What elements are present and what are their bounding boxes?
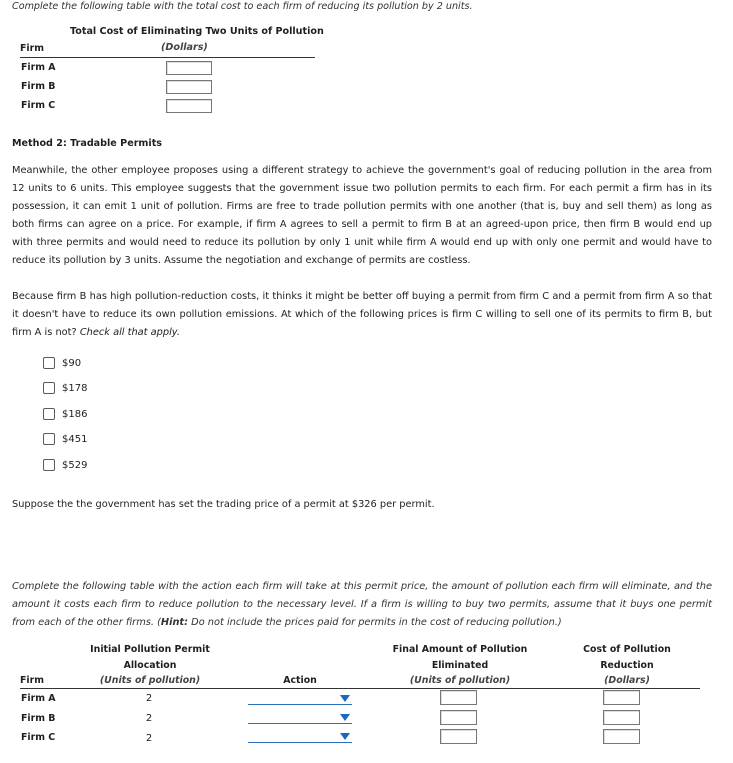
action-dropdown-firm-a[interactable] (248, 692, 352, 705)
table1-instruction: Complete the following table with the total cost to each firm of reducing its pollution by 2 units. (12, 1, 473, 12)
table2-firm-b: Firm B (21, 713, 56, 724)
col-final-line1: Final Amount of Pollution (392, 644, 528, 655)
option-label: $186 (62, 408, 88, 420)
allocation-firm-c: 2 (145, 733, 153, 744)
table2-firm-a: Firm A (21, 693, 56, 704)
method2-heading: Method 2: Tradable Permits (12, 138, 163, 149)
eliminated-input-firm-a[interactable] (440, 690, 477, 705)
col-initial-line2: Allocation (123, 659, 177, 671)
option-451[interactable] (43, 433, 87, 445)
hint-text: Do not include the prices paid for permits in the cost of reducing pollution.) (188, 617, 562, 628)
checkbox[interactable] (43, 382, 55, 394)
table2-col-final-eliminated (385, 642, 535, 689)
table1-cost-input-firm-c[interactable] (166, 99, 212, 113)
table2-col-initial-allocation (80, 642, 220, 689)
option-90[interactable] (43, 357, 81, 369)
question-paragraph (12, 288, 712, 342)
table1-cost-input-firm-a[interactable] (166, 61, 212, 75)
dropdown-arrow-icon (340, 695, 350, 702)
table1-firm-a: Firm A (21, 62, 56, 73)
dropdown-arrow-icon (340, 733, 350, 740)
col-final-units: (Units of pollution) (409, 675, 511, 686)
table2-instruction-text: Complete the following table with the action each firm will take at this permit price, the amount of pollution each firm will eliminate, and the amount it costs each firm to reduce pollution to the necessary level. If a firm is willing to buy two permits, assume that it buys one permit from each of the other firms. ( (12, 581, 712, 628)
table2-header-rule (20, 688, 700, 689)
cost-input-firm-b[interactable] (603, 710, 640, 725)
method2-paragraph: Meanwhile, the other employee proposes using a different strategy to achieve the government's goal of reducing pollution in the area from 12 units to 6 units. This employee suggests that the government issue two pollution permits to each firm. For each permit a firm has in its possession, it can emit 1 unit of pollution. Firms are free to trade pollution permits with one another (that is, buy and sell them) as long as both firms can agree on a price. For example, if firm A agrees to sell a permit to firm B at an agreed-upon price, then firm B would end up with three permits and would need to reduce its pollution by only 1 unit while firm A would end up with only one permit and would have to reduce its pollution by 3 units. Assume the negotiation and exchange of permits are costless. (12, 165, 712, 266)
table1-col-firm: Firm (20, 43, 45, 54)
option-label: $529 (62, 459, 88, 471)
col-cost-line2: Reduction (600, 659, 654, 671)
checkbox[interactable] (43, 408, 55, 420)
hint-label: Hint: (160, 617, 189, 628)
table2-col-firm: Firm (20, 675, 45, 686)
checkbox[interactable] (43, 433, 55, 445)
option-178[interactable] (43, 382, 87, 394)
table1-header (20, 41, 315, 58)
table1-caption: Total Cost of Eliminating Two Units of Pollution (70, 26, 324, 37)
col-initial-units: (Units of pollution) (99, 675, 201, 686)
table1-col-dollars: (Dollars) (161, 42, 208, 53)
col-initial-line1: Initial Pollution Permit (90, 644, 210, 655)
table1-cost-input-firm-b[interactable] (166, 80, 212, 94)
col-final-line2: Eliminated (431, 659, 489, 671)
table1-firm-c: Firm C (21, 100, 56, 111)
option-label: $90 (62, 357, 82, 369)
table2-col-cost (577, 642, 677, 689)
checkbox[interactable] (43, 357, 55, 369)
option-label: $178 (62, 382, 88, 394)
action-dropdown-firm-b[interactable] (248, 711, 352, 724)
table2-instruction (12, 578, 712, 632)
option-186[interactable] (43, 408, 87, 420)
table2-firm-c: Firm C (21, 732, 56, 743)
col-cost-units: (Dollars) (604, 675, 650, 686)
allocation-firm-a: 2 (145, 693, 153, 704)
table2-col-action: Action (283, 675, 317, 686)
allocation-firm-b: 2 (145, 713, 153, 724)
question-text: Because firm B has high pollution-reduction costs, it thinks it might be better off buying a permit from firm C and a permit from firm A so that it doesn't have to reduce its own pollution emissions. At which of the following prices is firm C willing to sell one of its permits to firm B, but firm A is not? (12, 291, 712, 338)
dropdown-arrow-icon (340, 714, 350, 721)
checkbox[interactable] (43, 459, 55, 471)
table1-firm-b: Firm B (21, 81, 56, 92)
option-label: $451 (62, 433, 88, 445)
col-cost-line1: Cost of Pollution (583, 644, 671, 655)
check-all-note: Check all that apply. (79, 327, 180, 338)
cost-input-firm-c[interactable] (603, 729, 640, 744)
option-529[interactable] (43, 459, 87, 471)
eliminated-input-firm-b[interactable] (440, 710, 477, 725)
action-dropdown-firm-c[interactable] (248, 730, 352, 743)
permit-price-statement: Suppose the the government has set the trading price of a permit at $326 per permit. (12, 499, 435, 510)
eliminated-input-firm-c[interactable] (440, 729, 477, 744)
cost-input-firm-a[interactable] (603, 690, 640, 705)
